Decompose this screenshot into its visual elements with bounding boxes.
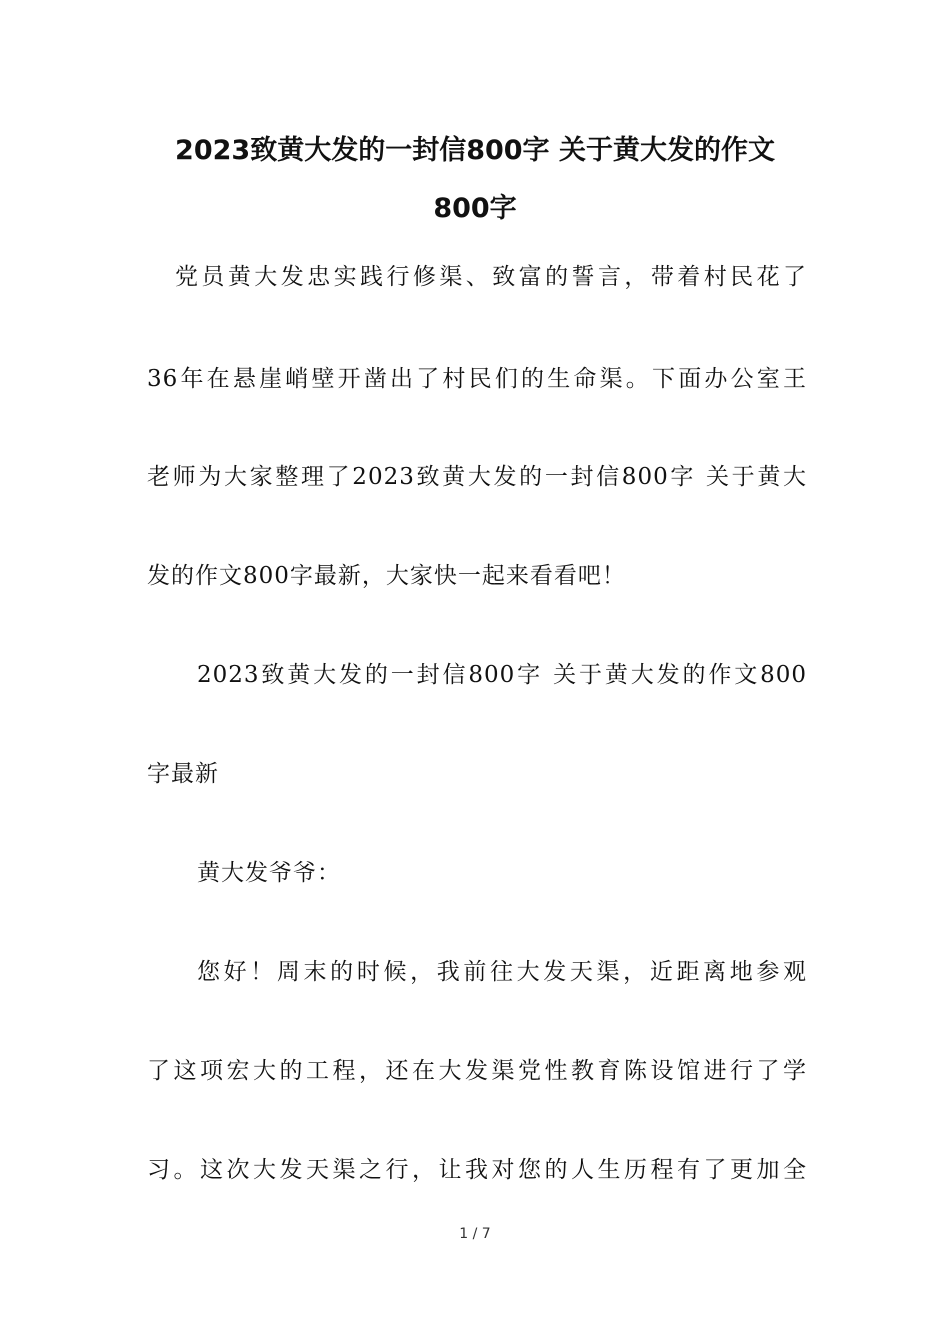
paragraph-line-3: 老师为大家整理了2023致黄大发的一封信800字 关于黄大 bbox=[147, 464, 807, 490]
document-title-line-2: 800字 bbox=[433, 193, 517, 224]
letter-salutation: 黄大发爷爷： bbox=[197, 860, 341, 886]
document-title-line-1: 2023致黄大发的一封信800字 关于黄大发的作文 bbox=[175, 135, 775, 166]
paragraph-line-2: 36年在悬崖峭壁开凿出了村民们的生命渠。下面办公室王 bbox=[147, 366, 807, 392]
letter-line-3: 习。这次大发天渠之行，让我对您的人生历程有了更加全 bbox=[147, 1157, 807, 1183]
paragraph-line-1: 党员黄大发忠实践行修渠、致富的誓言，带着村民花了 bbox=[175, 264, 807, 290]
page-number: 1 / 7 bbox=[459, 1226, 491, 1242]
letter-line-1: 您好！周末的时候，我前往大发天渠，近距离地参观 bbox=[197, 959, 807, 985]
paragraph-line-4: 发的作文800字最新，大家快一起来看看吧！ bbox=[147, 563, 626, 589]
subheading-line-1: 2023致黄大发的一封信800字 关于黄大发的作文800 bbox=[197, 662, 807, 688]
letter-line-2: 了这项宏大的工程，还在大发渠党性教育陈设馆进行了学 bbox=[147, 1058, 807, 1084]
subheading-line-2: 字最新 bbox=[147, 761, 219, 787]
